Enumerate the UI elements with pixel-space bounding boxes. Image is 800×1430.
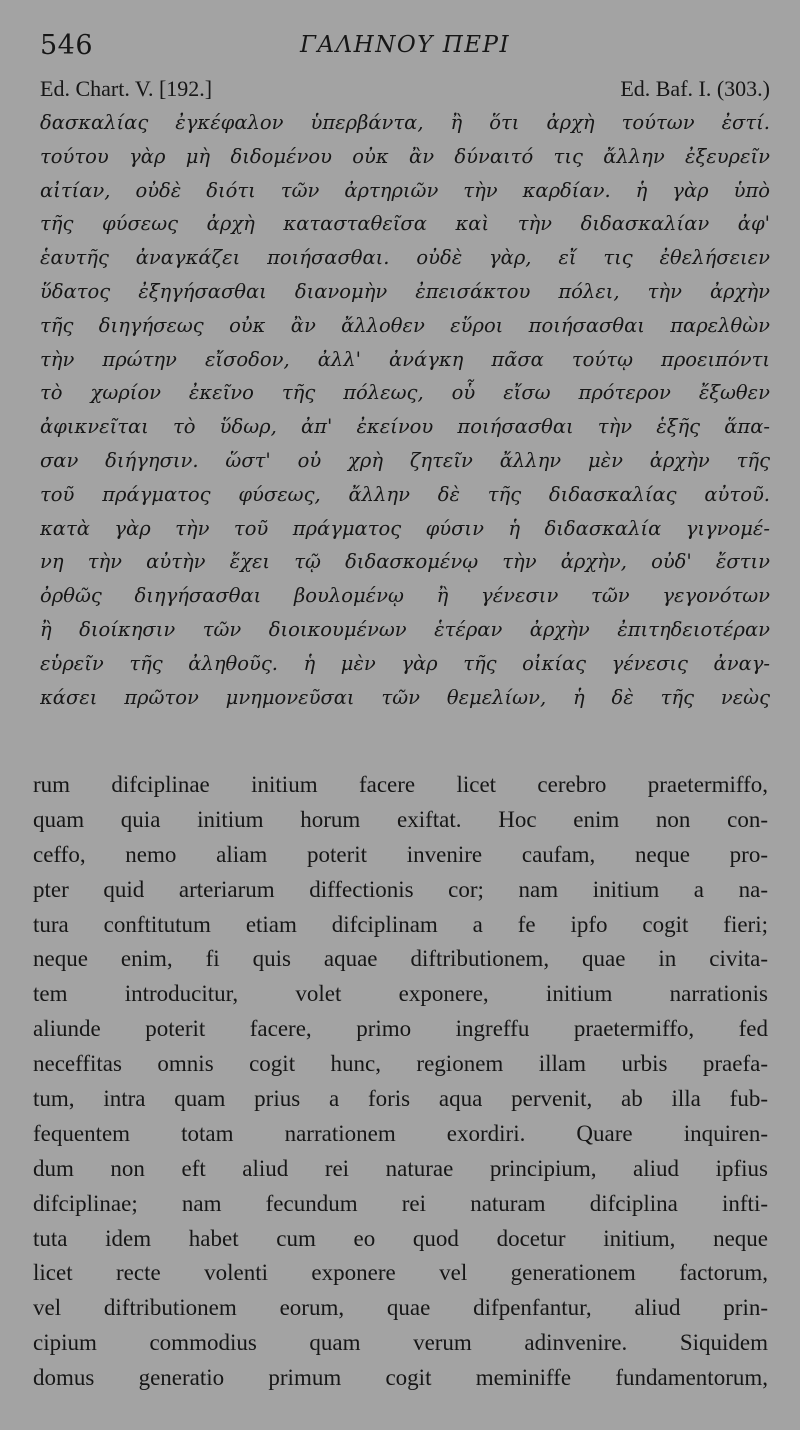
latin-text-line: dum non eft aliud rei naturae principium, aliud ipfius xyxy=(33,1155,768,1181)
greek-text-line: αἰτίαν, οὐδὲ διότι τῶν ἀρτηριῶν τὴν καρδίαν. ἡ γὰρ ὑπὸ xyxy=(40,178,770,202)
greek-text-line: ἢ διοίκησιν τῶν διοικουμένων ἑτέραν ἀρχὴν ἐπιτηδειοτέραν xyxy=(40,617,770,641)
greek-text-line: ὀρθῶς διηγήσασθαι βουλομένῳ ἢ γένεσιν τῶν γεγονότων xyxy=(40,584,770,608)
edition-reference-line xyxy=(40,76,770,104)
greek-text-line: νη τὴν αὐτὴν ἔχει τῷ διδασκομένῳ τὴν ἀρχὴν, οὐδ' ἔστιν xyxy=(40,550,770,574)
latin-text-line: aliunde poterit facere, primo ingreffu praetermiffo, fed xyxy=(33,1016,768,1042)
latin-text-line: neceffitas omnis cogit hunc, regionem illam urbis praefa- xyxy=(33,1051,768,1077)
latin-text-line: pter quid arteriarum diffectionis cor; nam initium a na- xyxy=(33,876,768,902)
greek-text-line: σαν διήγησιν. ὥστ' οὐ χρὴ ζητεῖν ἄλλην μὲν ἀρχὴν τῆς xyxy=(40,448,770,472)
greek-text-line: κάσει πρῶτον μνημονεῦσαι τῶν θεμελίων, ἡ δὲ τῆς νεὼς xyxy=(40,685,770,709)
greek-text-line: ὕδατος ἐξηγήσασθαι διανομὴν ἐπεισάκτου πόλει, τὴν ἀρχὴν xyxy=(40,279,770,303)
latin-text-line: cipium commodius quam verum adinvenire. Siquidem xyxy=(33,1330,768,1356)
greek-text-line: εὑρεῖν τῆς ἀληθοῦς. ἡ μὲν γὰρ τῆς οἰκίας γένεσις ἀναγ- xyxy=(40,651,770,675)
greek-text-line: ἀφικνεῖται τὸ ὕδωρ, ἀπ' ἐκείνου ποιήσασθαι τὴν ἑξῆς ἅπα- xyxy=(40,415,770,439)
greek-text-line: κατὰ γὰρ τὴν τοῦ πράγματος φύσιν ἡ διδασκαλία γιγνομέ- xyxy=(40,516,770,540)
latin-text-line: tem introducitur, volet exponere, initium narrationis xyxy=(33,981,768,1007)
latin-text-line: tura conftitutum etiam difciplinam a fe ipfo cogit fieri; xyxy=(33,911,768,937)
greek-text-line: δασκαλίας ἐγκέφαλον ὑπερβάντα, ἢ ὅτι ἀρχὴ τούτων ἐστί. xyxy=(40,111,770,134)
latin-text-line: tuta idem habet cum eo quod docetur initium, neque xyxy=(33,1225,768,1251)
greek-text-block xyxy=(40,106,770,714)
latin-text-line: rum difciplinae initium facere licet cerebro praetermiffo, xyxy=(33,772,768,797)
greek-text-line: τὸ χωρίον ἐκεῖνο τῆς πόλεως, οὗ εἴσω πρότερον ἔξωθεν xyxy=(40,381,770,405)
running-title: ΓΑΛΗΝΟΥ ΠΕΡΙ xyxy=(300,32,511,58)
greek-text-line: τοῦ πράγματος φύσεως, ἄλλην δὲ τῆς διδασκαλίας αὐτοῦ. xyxy=(40,482,770,506)
latin-text-line: ceffo, nemo aliam poterit invenire caufam, neque pro- xyxy=(33,841,768,867)
greek-text-line: τούτου γὰρ μὴ διδομένου οὐκ ἂν δύναιτό τις ἄλλην ἐξευρεῖν xyxy=(40,144,770,168)
page-header xyxy=(40,30,780,66)
latin-text-line: domus generatio primum cogit meminiffe fundamentorum, xyxy=(33,1365,768,1391)
greek-text-line: ἑαυτῆς ἀναγκάζει ποιήσασθαι. οὐδὲ γὰρ, εἴ τις ἐθελήσειεν xyxy=(40,246,770,270)
latin-text-line: difciplinae; nam fecundum rei naturam difciplina infti- xyxy=(33,1190,768,1216)
greek-text-line: τῆς διηγήσεως οὐκ ἂν ἄλλοθεν εὕροι ποιήσασθαι παρελθὼν xyxy=(40,313,770,337)
latin-text-line: vel diftributionem eorum, quae difpenfantur, aliud prin- xyxy=(33,1295,768,1321)
latin-text-line: licet recte volenti exponere vel generationem factorum, xyxy=(33,1260,768,1286)
latin-text-line: fequentem totam narrationem exordiri. Quare inquiren- xyxy=(33,1120,768,1146)
greek-text-line: τῆς φύσεως ἀρχὴ κατασταθεῖσα καὶ τὴν διδασκαλίαν ἀφ' xyxy=(40,212,770,236)
edition-chartier-reference: Ed. Chart. V. [192.] xyxy=(40,76,213,101)
latin-text-line: quam quia initium horum exiftat. Hoc enim non con- xyxy=(33,806,768,832)
page-number: 546 xyxy=(40,30,94,61)
greek-text-line: τὴν πρώτην εἴσοδον, ἀλλ' ἀνάγκη πᾶσα τούτῳ προειπόντι xyxy=(40,347,770,371)
latin-text-block xyxy=(33,768,768,1396)
latin-text-line: tum, intra quam prius a foris aqua pervenit, ab illa fub- xyxy=(33,1086,768,1112)
latin-text-line: neque enim, fi quis aquae diftributionem, quae in civita- xyxy=(33,946,768,972)
edition-basel-reference: Ed. Baf. I. (303.) xyxy=(620,76,770,101)
